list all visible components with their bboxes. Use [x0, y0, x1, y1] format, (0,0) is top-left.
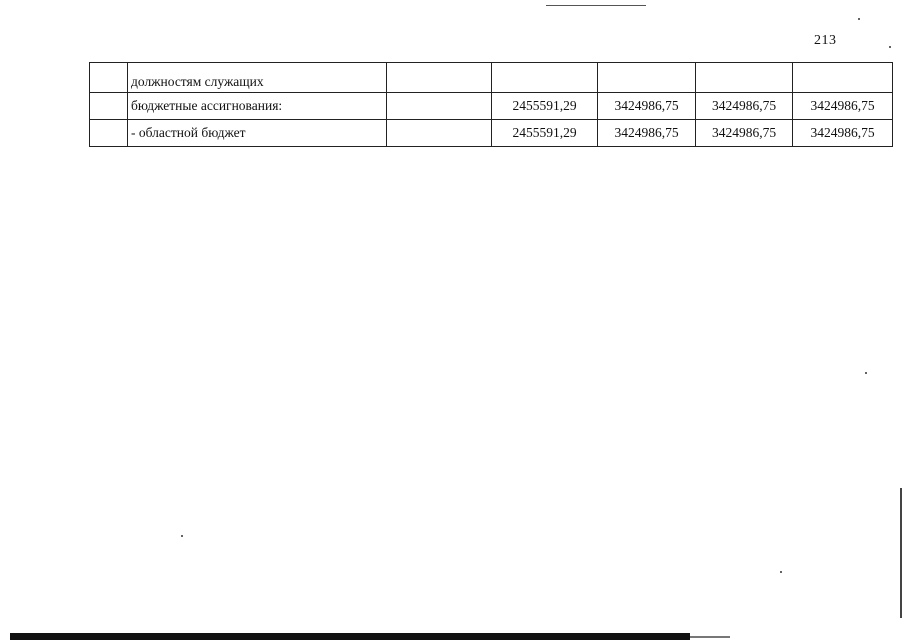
row-index-cell: [90, 63, 128, 93]
row-value-cell: [793, 63, 893, 93]
row-value-cell: 3424986,75: [598, 93, 696, 120]
scan-edge-mark: [900, 488, 902, 618]
scan-speck: [181, 535, 183, 537]
row-value-cell: 3424986,75: [793, 120, 893, 147]
row-value-cell: 3424986,75: [696, 120, 793, 147]
row-value-cell: 3424986,75: [598, 120, 696, 147]
scan-artifact-line: [546, 5, 646, 6]
scan-bottom-bar: [10, 633, 690, 640]
row-value-cell: [696, 63, 793, 93]
row-col3-cell: [387, 63, 492, 93]
scan-bottom-bar-fade: [690, 636, 730, 638]
row-value-cell: 3424986,75: [696, 93, 793, 120]
row-name-cell: должностям служащих: [128, 63, 387, 93]
table-row: [90, 63, 893, 93]
row-value-cell: [492, 63, 598, 93]
scan-speck: [889, 46, 891, 48]
row-name-cell: бюджетные ассигнования:: [128, 93, 387, 120]
scan-speck: [858, 18, 860, 20]
row-value-cell: 2455591,29: [492, 93, 598, 120]
row-value-cell: 2455591,29: [492, 120, 598, 147]
scan-speck: [780, 571, 782, 573]
table-row: [90, 93, 893, 120]
row-value-cell: [598, 63, 696, 93]
table-row: [90, 120, 893, 147]
page-number: 213: [814, 33, 837, 48]
row-index-cell: [90, 93, 128, 120]
scan-speck: [865, 372, 867, 374]
row-name-cell: - областной бюджет: [128, 120, 387, 147]
row-col3-cell: [387, 93, 492, 120]
row-col3-cell: [387, 120, 492, 147]
budget-table: [89, 62, 893, 147]
row-value-cell: 3424986,75: [793, 93, 893, 120]
row-index-cell: [90, 120, 128, 147]
